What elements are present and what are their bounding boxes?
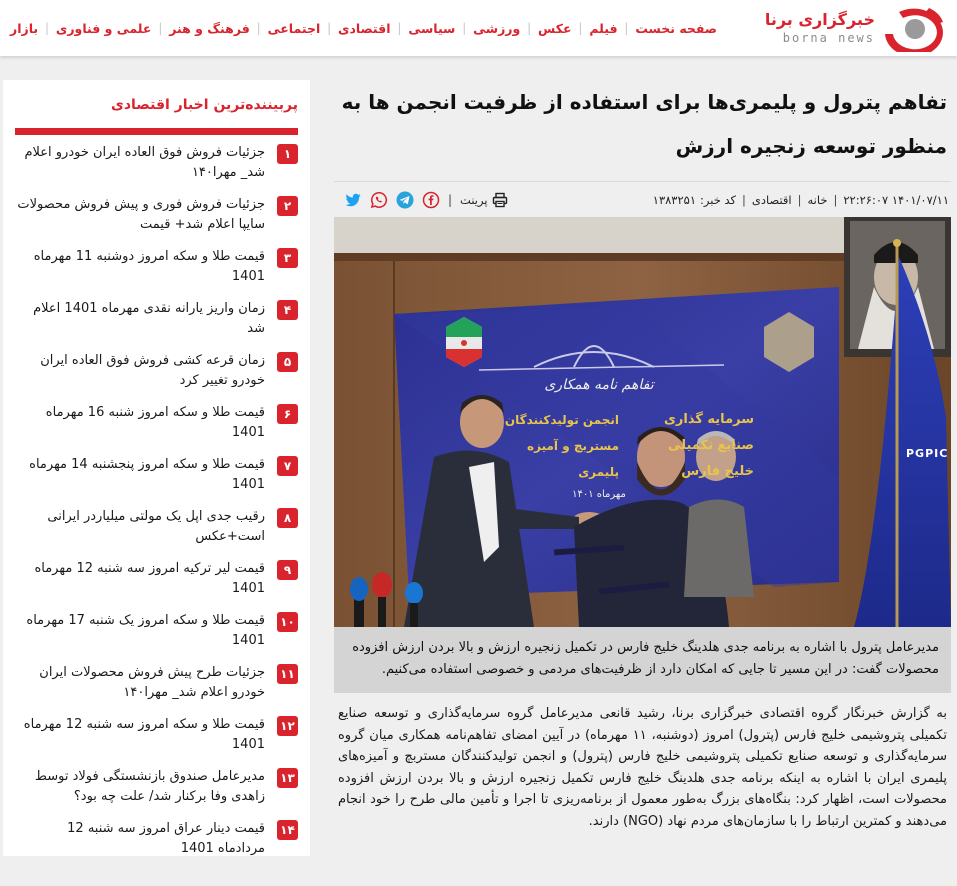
most-viewed-item[interactable] <box>15 143 298 183</box>
article-photo <box>334 217 951 627</box>
article-meta-bar <box>334 181 951 217</box>
most-viewed-link[interactable]: قیمت طلا و سکه امروز پنجشنبه 14 مهرماه 1401 <box>29 457 265 492</box>
most-viewed-list <box>15 143 298 859</box>
most-viewed-link[interactable]: قیمت طلا و سکه امروز سه شنبه 12 مهرماه 1401 <box>23 717 265 752</box>
main-nav <box>10 17 717 39</box>
nav-culture-art[interactable]: فرهنگ و هنر <box>169 20 250 36</box>
most-viewed-link[interactable]: مدیرعامل صندوق بازنشستگی فولاد توسط زاهدی وفا برکنار شد/ علت چه بود؟ <box>34 769 265 804</box>
nav-market[interactable]: بازار <box>10 20 39 36</box>
article-lead: مدیرعامل پترول با اشاره به برنامه جدی هلدینگ خلیج فارس در تکمیل زنجیره ارزش و بالا بردن ارزش افزوده محصولات گفت: در این مسیر تا جایی که امکان دارد از ظرفیت‌های مردمی و خصوصی استفاده می‌کنیم. <box>334 627 951 693</box>
article-datetime: ۱۴۰۱/۰۷/۱۱ ۲۲:۲۶:۰۷ <box>843 192 949 207</box>
rank-badge: ۲ <box>277 196 298 216</box>
banner-left-line: انجمن تولیدکنندگان <box>504 413 619 427</box>
most-viewed-link[interactable]: رقیب جدی اپل یک مولتی میلیاردر ایرانی است+عکس <box>47 509 265 544</box>
most-viewed-link[interactable]: قیمت طلا و سکه امروز دوشنبه 11 مهرماه 1401 <box>33 249 265 284</box>
most-viewed-item[interactable] <box>15 299 298 339</box>
nav-separator: | <box>44 21 50 35</box>
sidebar-divider <box>15 128 298 135</box>
rank-badge: ۹ <box>277 560 298 580</box>
sidebar-title: پربیننده‌ترین اخبار اقتصادی <box>111 97 298 113</box>
site-logo[interactable] <box>764 4 949 52</box>
nav-film[interactable]: فیلم <box>589 20 618 36</box>
most-viewed-item[interactable] <box>15 455 298 495</box>
nav-home[interactable]: صفحه نخست <box>635 20 717 36</box>
rank-badge: ۱ <box>277 144 298 164</box>
most-viewed-sidebar <box>3 80 310 856</box>
most-viewed-item[interactable] <box>15 195 298 235</box>
news-code: ۱۳۸۳۲۵۱ <box>652 192 697 207</box>
nav-science-tech[interactable]: علمی و فناوری <box>55 20 152 36</box>
rank-badge: ۱۰ <box>277 612 298 632</box>
share-separator: | <box>448 192 453 207</box>
nav-separator: | <box>462 21 467 35</box>
rank-badge: ۵ <box>277 352 298 372</box>
nav-social[interactable]: اجتماعی <box>267 20 321 36</box>
most-viewed-link[interactable]: جزئیات طرح پیش فروش محصولات ایران خودرو اعلام شد_ مهرا۱۴۰ <box>39 665 265 700</box>
nav-separator: | <box>397 21 402 35</box>
nav-photo[interactable]: عکس <box>538 20 572 36</box>
site-header <box>0 0 957 56</box>
most-viewed-link[interactable]: قیمت طلا و سکه امروز یک شنبه 17 مهرماه 1401 <box>26 613 265 648</box>
logo-name-fa: خبرگزاری برنا <box>764 10 875 29</box>
most-viewed-item[interactable] <box>15 663 298 703</box>
rank-badge: ۱۳ <box>277 768 298 788</box>
telegram-icon[interactable] <box>396 191 414 209</box>
most-viewed-link[interactable]: قیمت دینار عراق امروز سه شنبه 12 مردادماه 1401 <box>67 821 265 856</box>
rank-badge: ۱۱ <box>277 664 298 684</box>
facebook-icon[interactable] <box>422 191 440 209</box>
breadcrumb-category[interactable]: اقتصادی <box>751 192 792 207</box>
most-viewed-link[interactable]: قیمت طلا و سکه امروز شنبه 16 مهرماه 1401 <box>45 405 265 440</box>
nav-sports[interactable]: ورزشی <box>473 20 521 36</box>
nav-separator: | <box>256 21 261 35</box>
meta-separator: | <box>741 192 746 207</box>
meta-separator: | <box>833 192 838 207</box>
rank-badge: ۳ <box>277 248 298 268</box>
nav-separator: | <box>527 21 532 35</box>
photo-flag-label: PGPIC <box>906 447 949 460</box>
share-tools <box>336 191 508 209</box>
photo-banner-title: تفاهم نامه همکاری <box>544 377 654 393</box>
banner-left-line: پلیمری <box>578 465 619 479</box>
nav-separator: | <box>624 21 629 35</box>
article <box>334 80 951 832</box>
banner-left-line: مستربچ و آمیزه <box>527 439 619 453</box>
most-viewed-item[interactable] <box>15 351 298 391</box>
article-body: به گزارش خبرنگار گروه اقتصادی خبرگزاری برنا، رشید قانعی مدیرعامل گروه سرمایه‌گذاری و توسعه صنایع تکمیلی پتروشیمی خلیج فارس (پترول) امروز (دوشنبه، ۱۱ مهرماه) در آیین امضای تفاهم‌نامه همکاری میان گروه سرمایه‌گذاری و توسعه صنایع تکمیلی پتروشیمی خلیج فارس (پترول) و انجمن تولیدکنندگان مستربچ و آمیزه‌های پلیمری ایران با اشاره به اینکه برنامه جدی هلدینگ خلیج فارس تکمیل زنجیره ارزش و بالا بردن ارزش افزوده محصولات است، اظهار کرد: بنگاه‌های بزرگ به‌طور معمول از برنامه‌ریزی تا اجرا و تأمین مالی طرح را خود انجام می‌دهند و کمترین ارتباط را با سازمان‌های مردم نهاد (NGO) دارند. <box>338 706 947 829</box>
most-viewed-link[interactable]: زمان واریز یارانه نقدی مهرماه 1401 اعلام شد <box>33 301 265 336</box>
most-viewed-link[interactable]: زمان قرعه کشی فروش فوق العاده ایران خودرو تغییر کرد <box>40 353 265 388</box>
most-viewed-link[interactable]: جزئیات فروش فوری و پیش فروش محصولات سایپا اعلام شد+ قیمت <box>17 197 265 232</box>
photo-banner-left-text <box>484 407 619 485</box>
logo-name-en: borna news <box>782 31 875 45</box>
breadcrumb-home[interactable]: خانه <box>807 192 828 207</box>
most-viewed-item[interactable] <box>15 507 298 547</box>
rank-badge: ۷ <box>277 456 298 476</box>
print-button[interactable] <box>460 192 508 208</box>
photo-banner-right-text <box>624 407 754 485</box>
logo-mark-icon <box>879 4 949 52</box>
rank-badge: ۴ <box>277 300 298 320</box>
rank-badge: ۸ <box>277 508 298 528</box>
most-viewed-item[interactable] <box>15 819 298 859</box>
rank-badge: ۶ <box>277 404 298 424</box>
most-viewed-item[interactable] <box>15 611 298 651</box>
nav-separator: | <box>158 21 163 35</box>
most-viewed-item[interactable] <box>15 715 298 755</box>
banner-right-line: سرمایه گذاری <box>663 412 754 427</box>
article-title: تفاهم پترول و پلیمری‌ها برای استفاده از ظرفیت انجمن ها به منظور توسعه زنجیره ارزش <box>341 90 947 158</box>
banner-right-line: خلیج فارس <box>681 464 754 479</box>
most-viewed-item[interactable] <box>15 767 298 807</box>
print-label: پرینت <box>460 192 488 207</box>
print-icon <box>492 192 508 208</box>
banner-right-line: صنایع تکمیلی <box>668 438 754 453</box>
photo-banner-date: مهرماه ۱۴۰۱ <box>572 489 626 500</box>
most-viewed-item[interactable] <box>15 559 298 599</box>
most-viewed-item[interactable] <box>15 403 298 443</box>
whatsapp-icon[interactable] <box>370 191 388 209</box>
twitter-icon[interactable] <box>344 191 362 209</box>
most-viewed-item[interactable] <box>15 247 298 287</box>
most-viewed-link[interactable]: قیمت لیر ترکیه امروز سه شنبه 12 مهرماه 1401 <box>34 561 265 596</box>
nav-separator: | <box>327 21 332 35</box>
most-viewed-link[interactable]: جزئیات فروش فوق العاده ایران خودرو اعلام شد_ مهرا۱۴۰ <box>24 145 265 180</box>
rank-badge: ۱۴ <box>277 820 298 840</box>
article-meta <box>653 193 949 207</box>
meta-separator: | <box>797 192 802 207</box>
nav-separator: | <box>578 21 583 35</box>
nav-economy[interactable]: اقتصادی <box>338 20 391 36</box>
rank-badge: ۱۲ <box>277 716 298 736</box>
nav-politics[interactable]: سیاسی <box>408 20 456 36</box>
news-code-label: کد خبر: <box>700 192 736 207</box>
